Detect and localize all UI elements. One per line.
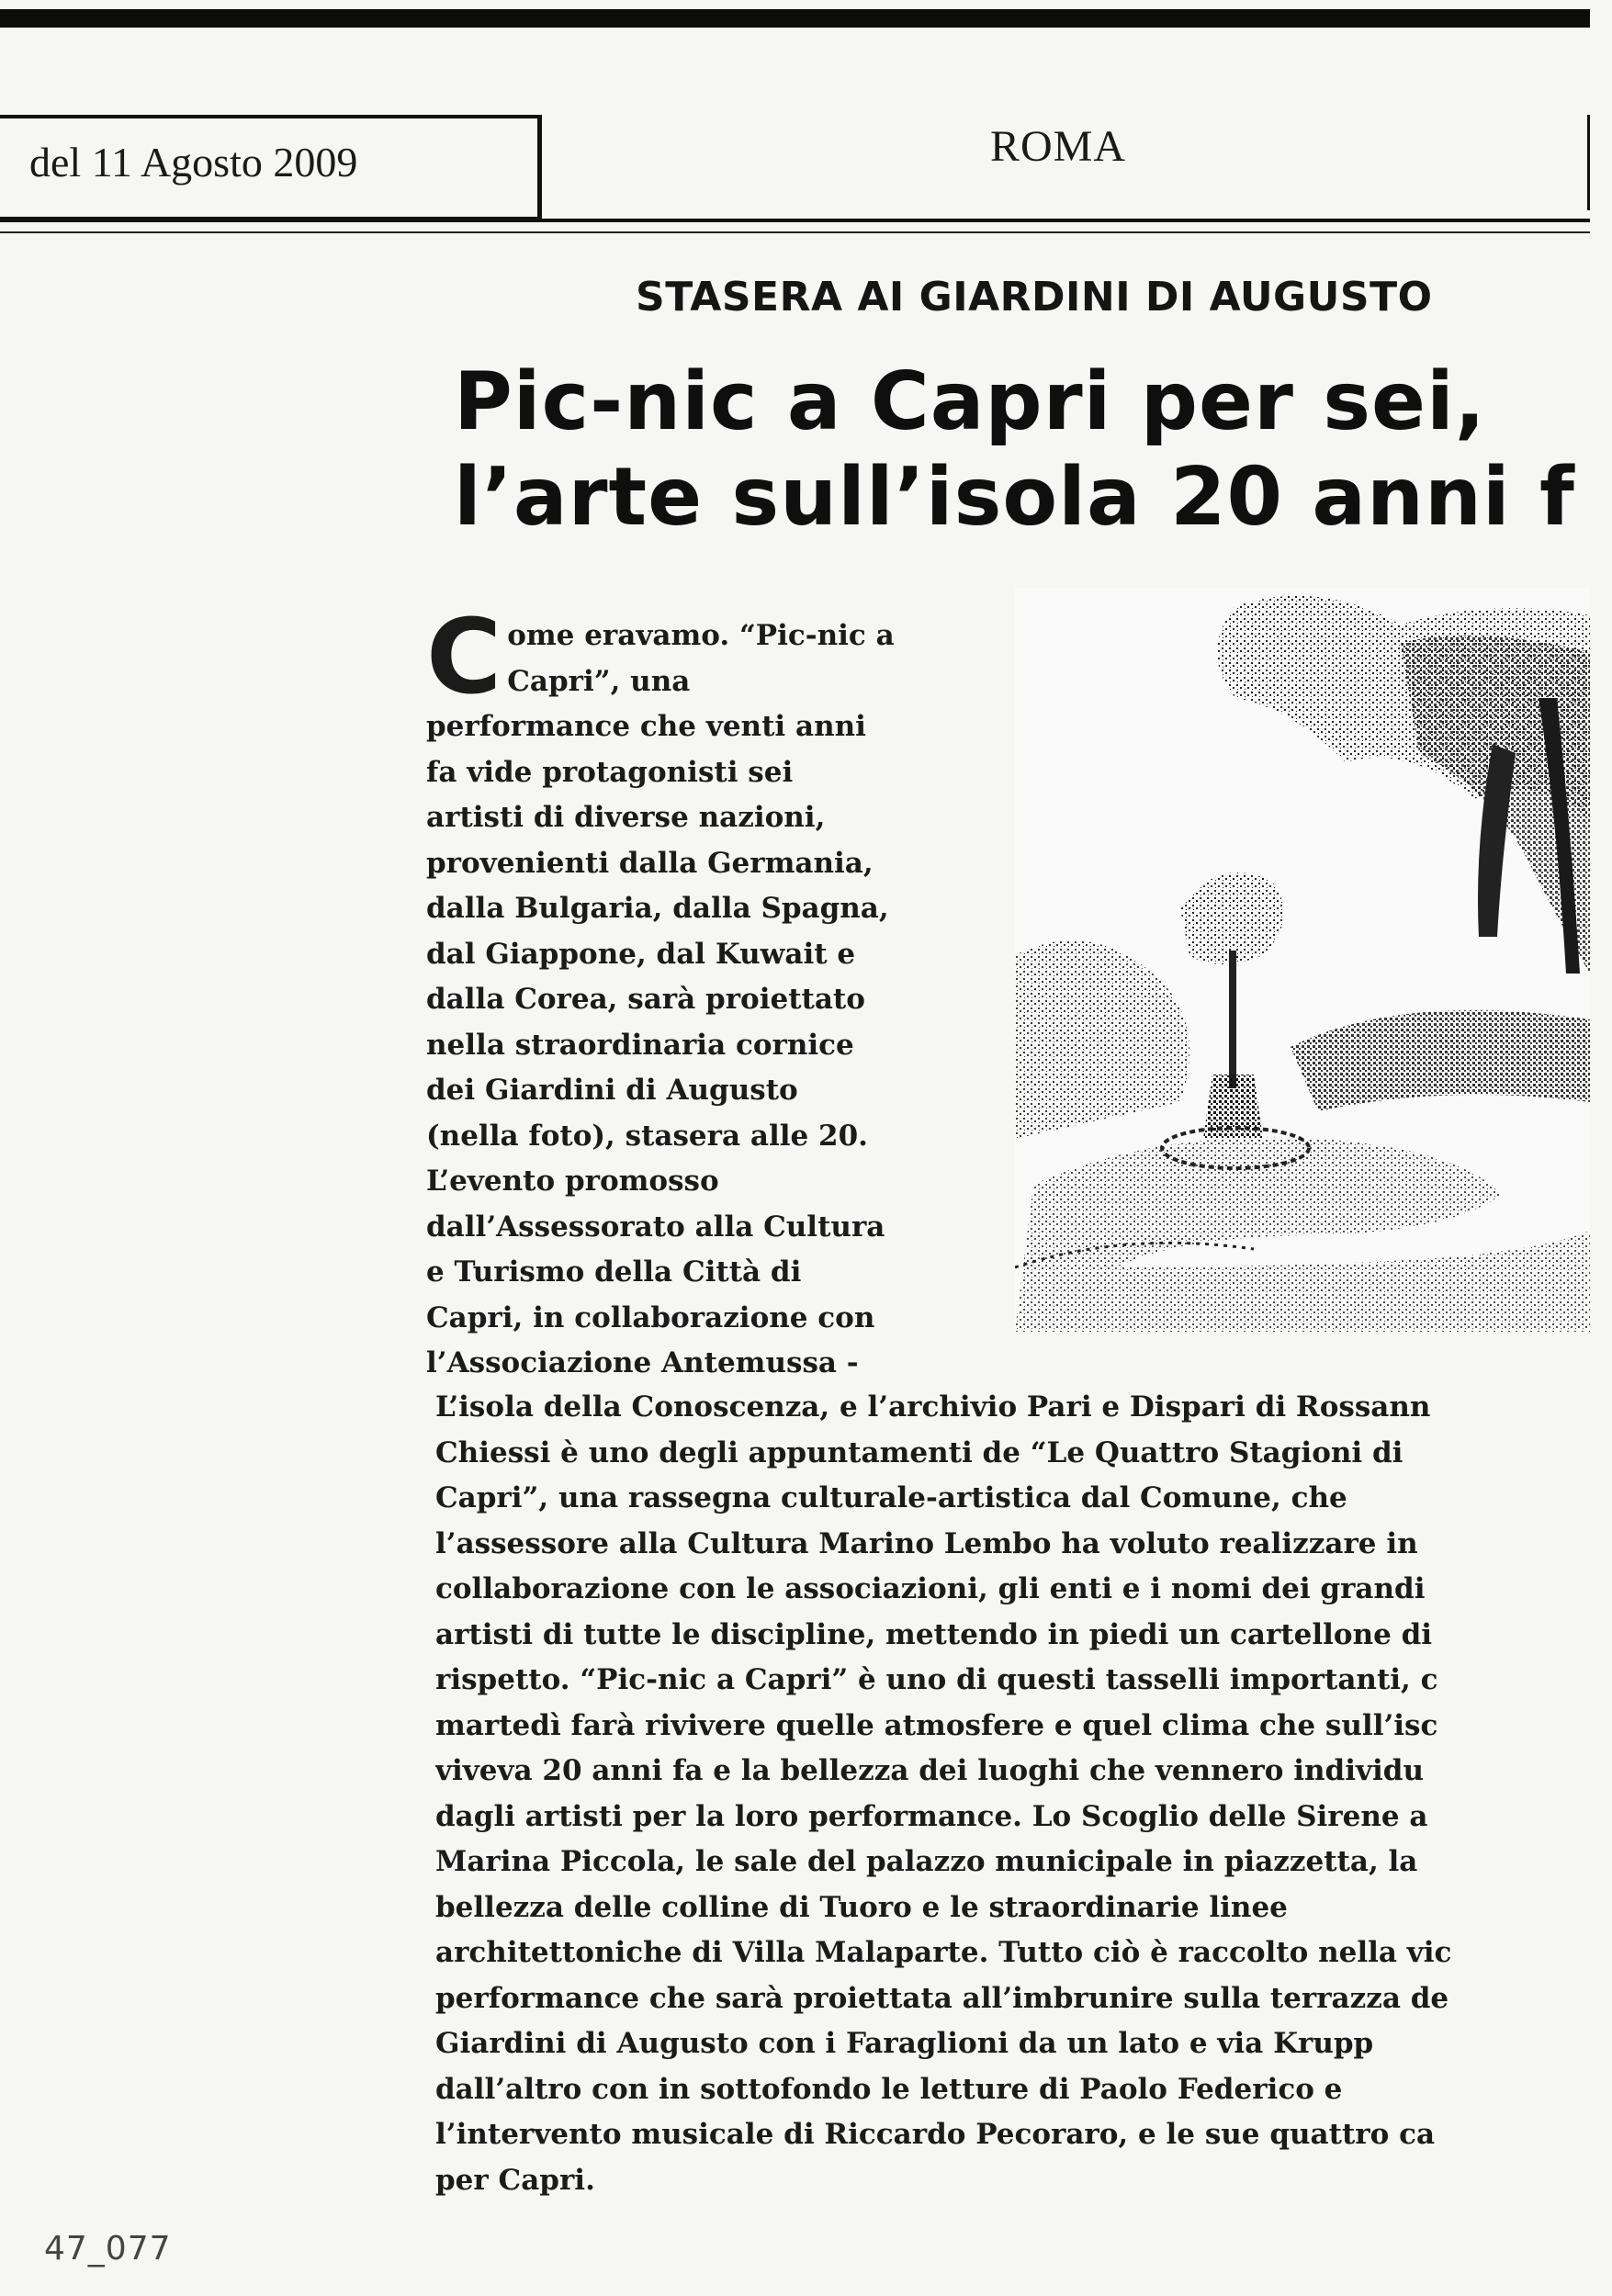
top-black-bar — [0, 9, 1590, 28]
headline-line-1: Pic-nic a Capri per sei, — [454, 355, 1486, 448]
header-rule-thick — [0, 219, 1590, 222]
body-line: viveva 20 anni fa e la bellezza dei luoghi che vennero individu — [435, 1754, 1425, 1787]
body-line: l’assessore alla Cultura Marino Lembo ha voluto realizzare in — [435, 1526, 1418, 1560]
body-line: dal Giappone, dal Kuwait e — [426, 937, 856, 971]
body-line: L’evento promosso — [426, 1165, 719, 1198]
body-line: bellezza delle colline di Tuoro e le straordinarie linee — [435, 1890, 1288, 1924]
garden-photo — [1015, 588, 1590, 1332]
body-line: Giardini di Augusto con i Faraglioni da un lato e via Krupp — [435, 2027, 1374, 2060]
handwritten-archive-code: 47_077 — [44, 2230, 172, 2268]
body-line: fa vide protagonisti sei — [426, 755, 794, 789]
body-line: (nella foto), stasera alle 20. — [426, 1119, 868, 1153]
body-line: provenienti dalla Germania, — [426, 846, 874, 880]
body-line: dall’Assessorato alla Cultura — [426, 1210, 885, 1244]
body-line: dall’altro con in sottofondo le letture di Paolo Federico e — [435, 2072, 1343, 2106]
body-line: l’intervento musicale di Riccardo Pecoraro, e le sue quattro ca — [435, 2118, 1436, 2151]
body-line: Capri”, una — [507, 664, 691, 698]
body-line: Capri”, una rassegna culturale-artistica dal Comune, che — [435, 1481, 1347, 1514]
body-line: rispetto. “Pic-nic a Capri” è uno di questi tasselli importanti, c — [435, 1663, 1438, 1696]
body-line: per Capri. — [435, 2163, 595, 2197]
body-line: performance che sarà proiettata all’imbrunire sulla terrazza de — [435, 1981, 1449, 2015]
article-body-narrow-column — [426, 613, 977, 1387]
publication-date: del 11 Agosto 2009 — [29, 139, 358, 186]
section-label: ROMA — [990, 122, 1127, 171]
body-line: l’Associazione Antemussa - — [426, 1346, 859, 1379]
drop-cap: C — [426, 613, 502, 717]
body-line: Chiessi è uno degli appuntamenti de “Le Quattro Stagioni di — [435, 1435, 1403, 1469]
body-line: dagli artisti per la loro performance. Lo Scoglio delle Sirene a — [435, 1799, 1428, 1833]
body-line: dalla Bulgaria, dalla Spagna, — [426, 892, 889, 925]
headline-line-2: l’arte sull’isola 20 anni f — [454, 450, 1575, 544]
body-line: Capri, in collaborazione con — [426, 1300, 875, 1334]
header-rule-thin — [0, 231, 1590, 233]
article-headline — [454, 354, 1590, 545]
article-kicker: STASERA AI GIARDINI DI AUGUSTO — [636, 274, 1433, 321]
body-line: collaborazione con le associazioni, gli enti e i nomi dei grandi — [435, 1572, 1426, 1605]
garden-photo-illustration — [1015, 588, 1590, 1332]
body-line: artisti di diverse nazioni, — [426, 801, 826, 834]
header-right-rule — [1587, 115, 1590, 210]
body-line: architettoniche di Villa Malaparte. Tutto ciò è raccolto nella vic — [435, 1936, 1452, 1969]
body-line: L’isola della Conoscenza, e l’archivio Pari e Dispari di Rossann — [435, 1390, 1431, 1424]
body-line: Marina Piccola, le sale del palazzo municipale in piazzetta, la — [435, 1845, 1418, 1878]
body-line: artisti di tutte le discipline, mettendo in piedi un cartellone di — [435, 1617, 1433, 1651]
body-line: nella straordinaria cornice — [426, 1028, 854, 1062]
body-line: e Turismo della Città di — [426, 1255, 802, 1289]
body-line: ome eravamo. “Pic-nic a — [507, 619, 895, 652]
body-line: martedì farà rivivere quelle atmosfere e quel clima che sull’isc — [435, 1708, 1438, 1742]
body-line: dei Giardini di Augusto — [426, 1074, 798, 1107]
body-line: dalla Corea, sarà proiettato — [426, 983, 865, 1016]
article-body-wide-column — [435, 1385, 1590, 2203]
body-line: performance che venti anni — [426, 710, 866, 743]
